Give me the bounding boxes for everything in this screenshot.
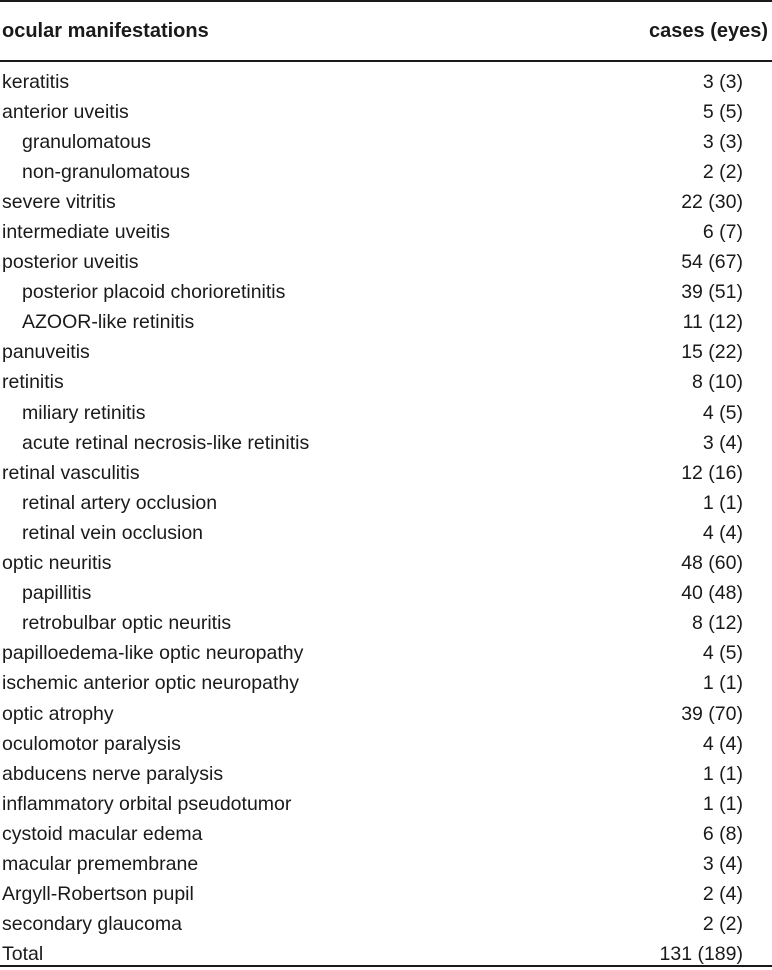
row-value: 1 (1) (702, 491, 743, 514)
row-label: panuveitis (2, 341, 90, 364)
row-label: posterior placoid chorioretinitis (22, 281, 286, 304)
row-value: 2 (2) (702, 913, 743, 936)
table-row (0, 910, 772, 940)
header-ocular-manifestations: ocular manifestations (2, 19, 209, 42)
table-row (0, 187, 772, 217)
table-row (0, 789, 772, 819)
row-label: oculomotor paralysis (2, 732, 181, 755)
row-label: retrobulbar optic neuritis (22, 612, 232, 635)
row-label: granulomatous (22, 130, 151, 153)
row-value: 15 (22) (681, 341, 743, 364)
row-value: 1 (1) (702, 792, 743, 815)
row-value: 12 (16) (681, 461, 743, 484)
row-label: non-granulomatous (22, 160, 191, 183)
row-label: miliary retinitis (22, 401, 146, 424)
row-value: 2 (4) (702, 883, 743, 906)
table-row (0, 398, 772, 428)
row-label: abducens nerve paralysis (2, 762, 224, 785)
table-row (0, 669, 772, 699)
row-value: 48 (60) (681, 552, 743, 575)
row-label: anterior uveitis (2, 100, 129, 123)
table-row (0, 428, 772, 458)
table-row (0, 759, 772, 789)
row-value: 4 (4) (702, 521, 743, 544)
row-value: 3 (3) (702, 70, 743, 93)
table-row (0, 579, 772, 609)
row-value: 1 (1) (702, 762, 743, 785)
table-row (0, 458, 772, 488)
table-row (0, 518, 772, 548)
table-row (0, 67, 772, 97)
table-row (0, 127, 772, 157)
row-label: ischemic anterior optic neuropathy (2, 672, 299, 695)
row-value: 5 (5) (702, 100, 743, 123)
header-cases-eyes: cases (eyes) (649, 19, 768, 42)
row-value: 6 (7) (702, 221, 743, 244)
row-label: intermediate uveitis (2, 221, 170, 244)
row-label: retinal vasculitis (2, 461, 140, 484)
row-label: retinal vein occlusion (22, 521, 204, 544)
table-row (0, 488, 772, 518)
row-value: 54 (67) (681, 251, 743, 274)
row-value: 1 (1) (702, 672, 743, 695)
table-header (0, 3, 772, 59)
table-row (0, 368, 772, 398)
row-value: 8 (12) (692, 612, 743, 635)
row-label: Total (2, 943, 44, 966)
row-label: acute retinal necrosis-like retinitis (22, 431, 310, 454)
table-row (0, 278, 772, 308)
table-row (0, 849, 772, 879)
row-label: AZOOR-like retinitis (22, 311, 195, 334)
row-label: posterior uveitis (2, 251, 139, 274)
row-value: 4 (5) (702, 401, 743, 424)
row-value: 39 (51) (681, 281, 743, 304)
table-row (0, 699, 772, 729)
table-row (0, 639, 772, 669)
row-value: 131 (189) (659, 943, 743, 966)
table-row (0, 609, 772, 639)
row-value: 4 (5) (702, 642, 743, 665)
table-body (0, 67, 772, 970)
table-row (0, 880, 772, 910)
row-label: papilloedema-like optic neuropathy (2, 642, 304, 665)
row-label: retinal artery occlusion (22, 491, 218, 514)
table-row (0, 217, 772, 247)
row-value: 11 (12) (682, 311, 743, 334)
row-value: 6 (8) (702, 822, 743, 845)
table-row (0, 549, 772, 579)
row-label: optic neuritis (2, 552, 112, 575)
row-label: macular premembrane (2, 852, 199, 875)
row-label: secondary glaucoma (2, 913, 182, 936)
row-label: papillitis (22, 582, 92, 605)
row-label: Argyll-Robertson pupil (2, 883, 194, 906)
table-row (0, 729, 772, 759)
row-label: cystoid macular edema (2, 822, 203, 845)
row-value: 40 (48) (681, 582, 743, 605)
table-header-rule (0, 60, 772, 62)
table-row (0, 819, 772, 849)
row-value: 2 (2) (702, 160, 743, 183)
row-value: 3 (3) (702, 130, 743, 153)
table-row (0, 308, 772, 338)
row-label: optic atrophy (2, 702, 114, 725)
table-top-rule (0, 0, 772, 2)
row-value: 4 (4) (702, 732, 743, 755)
row-value: 22 (30) (681, 190, 743, 213)
row-value: 8 (10) (692, 371, 743, 394)
table-row (0, 97, 772, 127)
row-label: severe vitritis (2, 190, 116, 213)
row-label: inflammatory orbital pseudotumor (2, 792, 292, 815)
row-value: 3 (4) (702, 852, 743, 875)
table-row (0, 338, 772, 368)
table-row (0, 157, 772, 187)
row-label: retinitis (2, 371, 64, 394)
row-label: keratitis (2, 70, 70, 93)
row-value: 39 (70) (681, 702, 743, 725)
row-value: 3 (4) (702, 431, 743, 454)
table-row (0, 248, 772, 278)
